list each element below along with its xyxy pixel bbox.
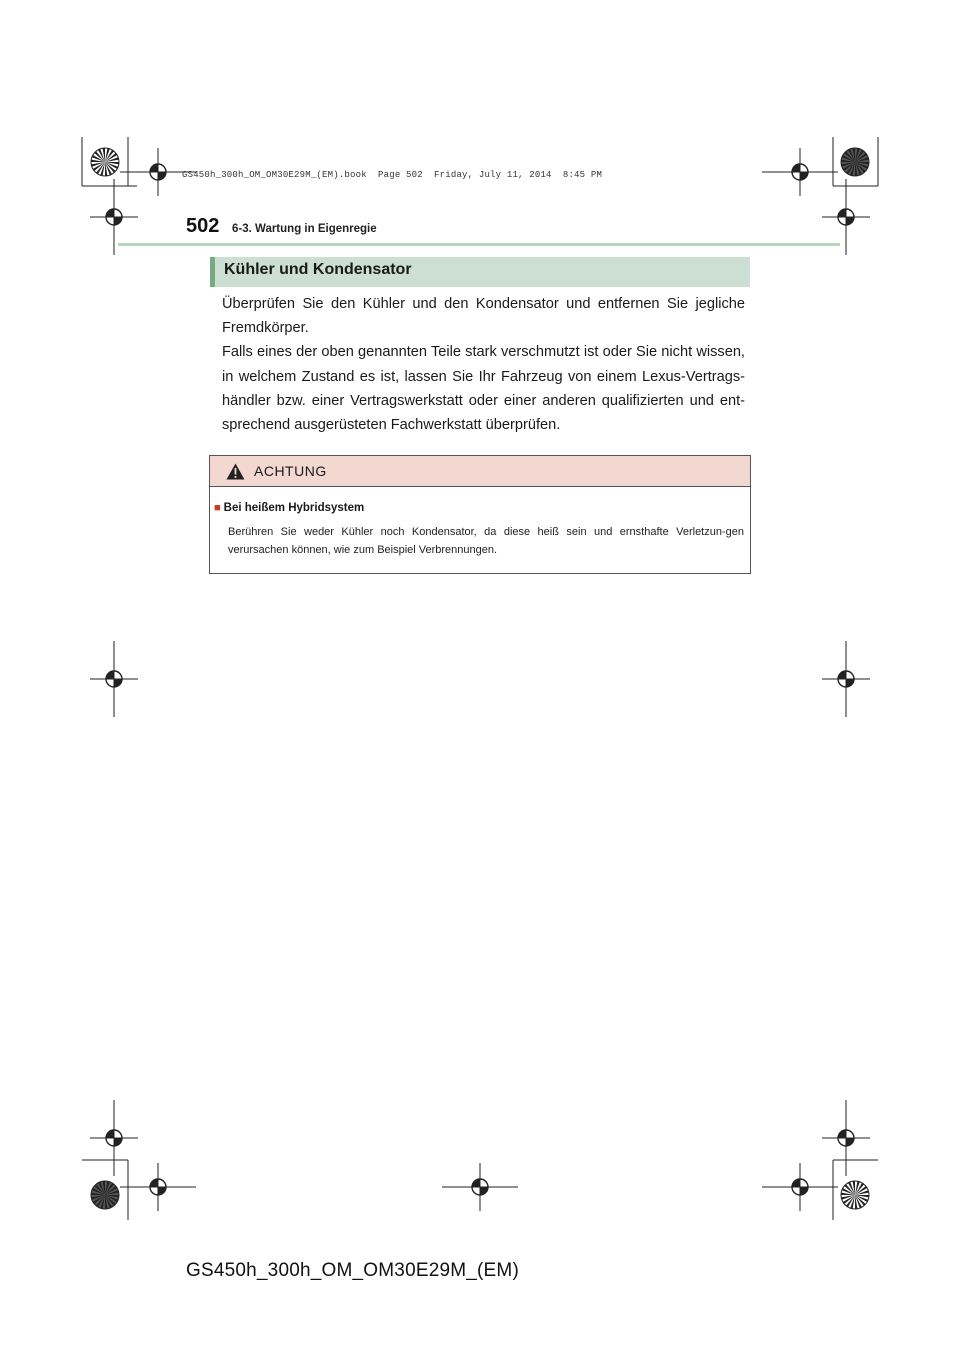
registration-crosshair-icon bbox=[90, 641, 138, 717]
warning-box bbox=[209, 455, 751, 574]
warning-item-text: Berühren Sie weder Kühler noch Kondensator, da diese heiß sein und ernsthafte Verletzun-gen verursachen können, wie zum Beispiel Verbrennungen. bbox=[228, 526, 744, 556]
file-stamp: GS450h_300h_OM_OM30E29M_(EM).book Page 502 Friday, July 11, 2014 8:45 PM bbox=[182, 170, 603, 180]
paragraph-2: Falls eines der oben genannten Teile stark verschmutzt ist oder Sie nicht wissen, in welchem Zustand es ist, lassen Sie Ihr Fahrzeug von einem Lexus-Vertrags-händler bzw. einer Vertragswerkstatt oder einer anderen qualifizierten und ent-sprechend ausgerüsteten Fachwerkstatt überprüfen. bbox=[222, 344, 745, 434]
color-target-icon bbox=[91, 148, 119, 176]
section-title: 6-3. Wartung in Eigenregie bbox=[232, 223, 377, 235]
warning-item-title-text: Bei heißem Hybridsystem bbox=[223, 502, 365, 514]
color-target-icon bbox=[841, 148, 869, 176]
warning-label: ACHTUNG bbox=[254, 463, 327, 479]
heading-text: Kühler und Kondensator bbox=[224, 261, 412, 278]
section-heading bbox=[210, 257, 750, 287]
warning-item-title bbox=[214, 502, 364, 514]
registration-crosshair-icon bbox=[762, 1163, 838, 1211]
registration-crosshair-icon bbox=[822, 1100, 870, 1176]
registration-crosshair-icon bbox=[822, 641, 870, 717]
bullet-square-icon: ■ bbox=[214, 502, 221, 514]
body-text bbox=[222, 292, 745, 437]
header-rule bbox=[118, 243, 840, 246]
registration-crosshair-icon bbox=[442, 1163, 518, 1211]
warning-triangle-icon bbox=[226, 463, 245, 480]
warning-header bbox=[210, 456, 750, 487]
paragraph-1: Überprüfen Sie den Kühler und den Kondensator und entfernen Sie jegliche Fremdkörper. bbox=[222, 296, 745, 337]
color-target-icon bbox=[91, 1181, 119, 1209]
footer-code: GS450h_300h_OM_OM30E29M_(EM) bbox=[186, 1260, 519, 1281]
color-target-icon bbox=[841, 1181, 869, 1209]
registration-crosshair-icon bbox=[90, 1100, 138, 1176]
registration-crosshair-icon bbox=[762, 148, 838, 196]
page-number: 502 bbox=[186, 215, 220, 237]
registration-crosshair-icon bbox=[120, 1163, 196, 1211]
